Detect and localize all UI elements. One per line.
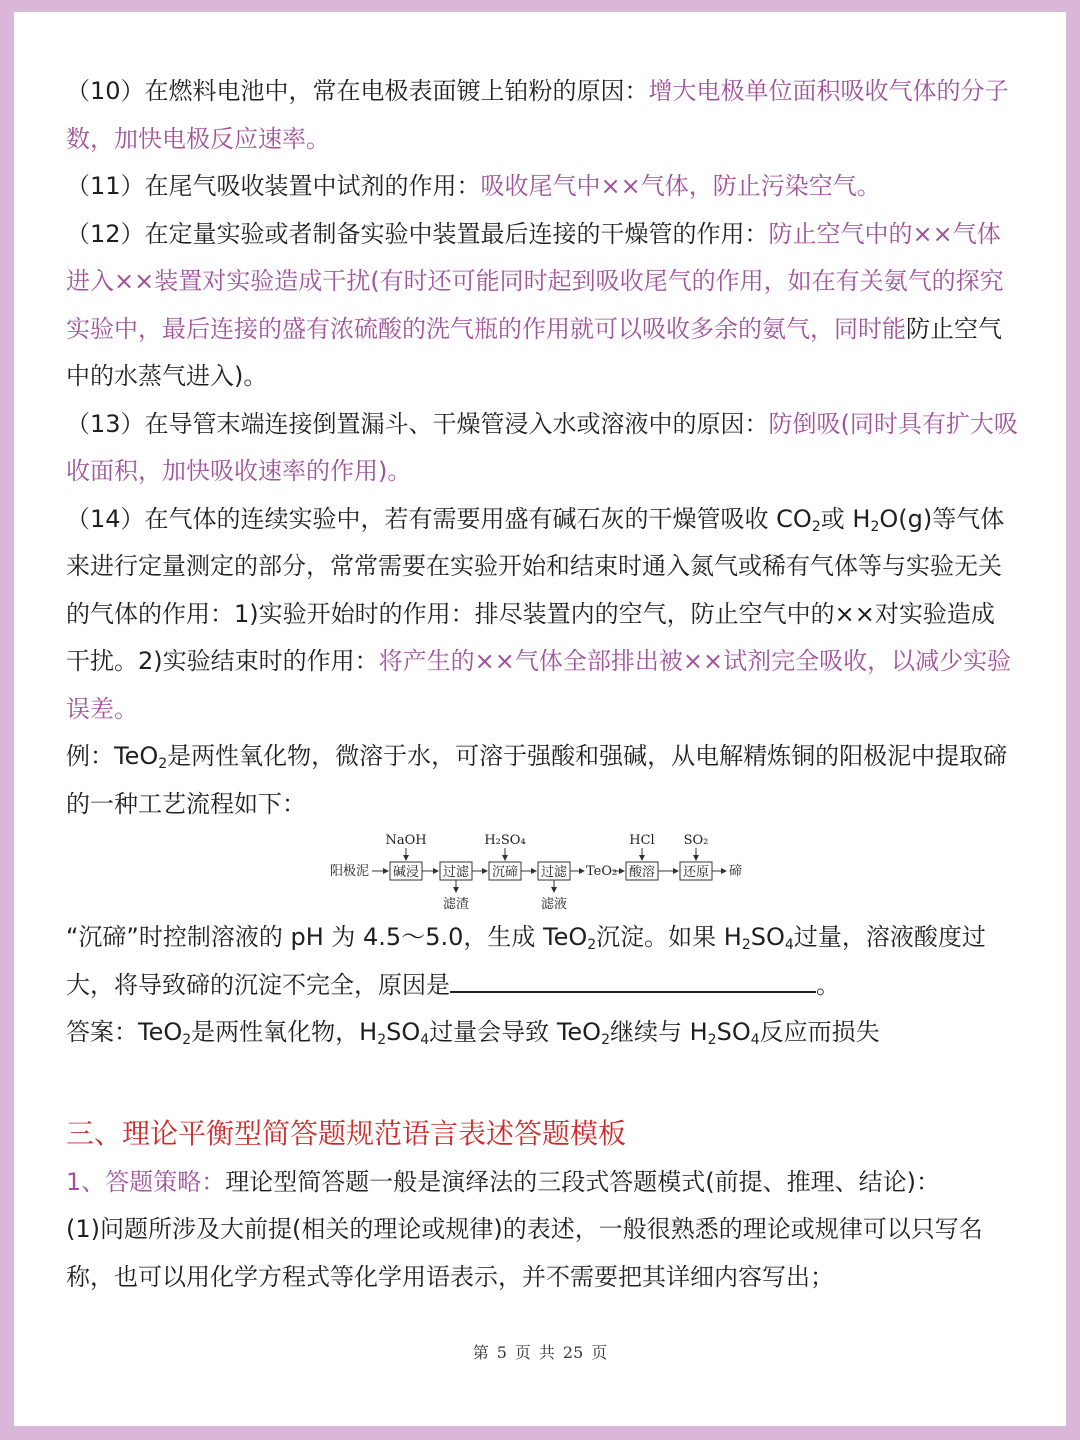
- section-3-heading: 三、理论平衡型简答题规范语言表述答题模板: [66, 1116, 627, 1150]
- step-precipitate-te: 沉碲: [491, 865, 519, 880]
- step-reduce: 还原: [682, 865, 710, 880]
- answer: 答案：TeO$_2$是两性氧化物，$H_2SO_4$过量会导致 TeO$_2$继续与 $H_2SO_4$反应而损失: [66, 1018, 880, 1048]
- flow-end-te: 碲: [729, 864, 743, 879]
- flow-start: 阳极泥: [330, 864, 370, 879]
- strategy: 1、答题策略：理论型简答题一般是演绎法的三段式答题模式(前提、推理、结论)：: [66, 1167, 941, 1196]
- item-10: （10）在燃料电池中，常在电极表面镀上铂粉的原因：增大电极单位面积吸收气体的分子数，加快电极反应速率。: [66, 77, 1009, 153]
- page-number: 5: [496, 1343, 507, 1362]
- process-flow-diagram: [66, 832, 1018, 912]
- step-filter-2: 过滤: [540, 865, 568, 880]
- answer-blank: [450, 971, 816, 993]
- item-10-answer: 增大电极单位面积吸收气体的分子数，加快电极反应速率。: [66, 77, 1009, 153]
- document-page: [14, 12, 1066, 1426]
- step-teo2: TeO₂: [586, 864, 618, 879]
- reagent-h2so4: H₂SO₄: [484, 833, 526, 848]
- item-14-answer: 将产生的××气体全部排出被××试剂完全吸收，以减少实验误差。: [66, 647, 1012, 723]
- strategy-label: 1、答题策略：: [66, 1167, 226, 1196]
- document-content: [66, 68, 1018, 1301]
- item-12: （12）在定量实验或者制备实验中装置最后连接的干燥管的作用：防止空气中的××气体进入××装置对实验造成干扰(有时还可能同时起到吸收尾气的作用，如在有关氨气的探究实验中，最后连接的盛有浓硫酸的洗气瓶的作用就可以吸收多余的氨气，同时能防止空气中的水蒸气进入)。: [66, 219, 1004, 390]
- output-residue: 滤渣: [442, 897, 470, 912]
- step-filter-1: 过滤: [442, 865, 470, 880]
- item-14: （14）在气体的连续实验中，若有需要用盛有碱石灰的干燥管吸收 $CO_2$或 $H_2O(g)$等气体来进行定量测定的部分，常常需要在实验开始和结束时通入氮气或稀有气体等与实验无关的气体的作用：1)实验开始时的作用：排尽装置内的空气，防止空气中的××对实验造成干扰。2)实验结束时的作用：将产生的××气体全部排出被××试剂完全吸收，以减少实验误差。: [66, 504, 1012, 723]
- reagent-hcl: HCl: [629, 833, 655, 848]
- item-13: （13）在导管末端连接倒置漏斗、干燥管浸入水或溶液中的原因：防倒吸(同时具有扩大吸收面积，加快吸收速率的作用)。: [66, 409, 1018, 485]
- strategy-item-1: (1)问题所涉及大前提(相关的理论或规律)的表述，一般很熟悉的理论或规律可以只写名称，也可以用化学方程式等化学用语表示，并不需要把其详细内容写出；: [66, 1215, 983, 1291]
- reagent-naoh: NaOH: [385, 833, 427, 848]
- question: “沉碲”时控制溶液的 pH 为 4.5～5.0，生成 TeO$_2$沉淀。如果 $H_2SO_4$过量，溶液酸度过大，将导致碲的沉淀不完全，原因是 。: [66, 923, 986, 999]
- output-filtrate: 滤液: [540, 897, 568, 912]
- total-pages: 25: [562, 1343, 584, 1362]
- step-acid-dissolve: 酸溶: [628, 865, 656, 880]
- example-intro: 例：TeO$_2$是两性氧化物，微溶于水，可溶于强酸和强碱，从电解精炼铜的阳极泥中提取碲的一种工艺流程如下：: [66, 742, 1008, 818]
- item-11: （11）在尾气吸收装置中试剂的作用：吸收尾气中××气体，防止污染空气。: [66, 172, 881, 200]
- item-12-answer: 防止空气中的××气体进入××装置对实验造成干扰(有时还可能同时起到吸收尾气的作用，如在有关氨气的探究实验中，最后连接的盛有浓硫酸的洗气瓶的作用就可以吸收多余的氨气，同时能: [66, 219, 1004, 343]
- step-alkali-leach: 碱浸: [392, 865, 420, 880]
- item-13-answer: 防倒吸(同时具有扩大吸收面积，加快吸收速率的作用)。: [66, 409, 1018, 485]
- reagent-so2: SO₂: [683, 833, 709, 848]
- item-11-answer: 吸收尾气中××气体，防止污染空气。: [480, 172, 881, 200]
- page-footer: 第 5 页 共 25 页: [472, 1343, 608, 1362]
